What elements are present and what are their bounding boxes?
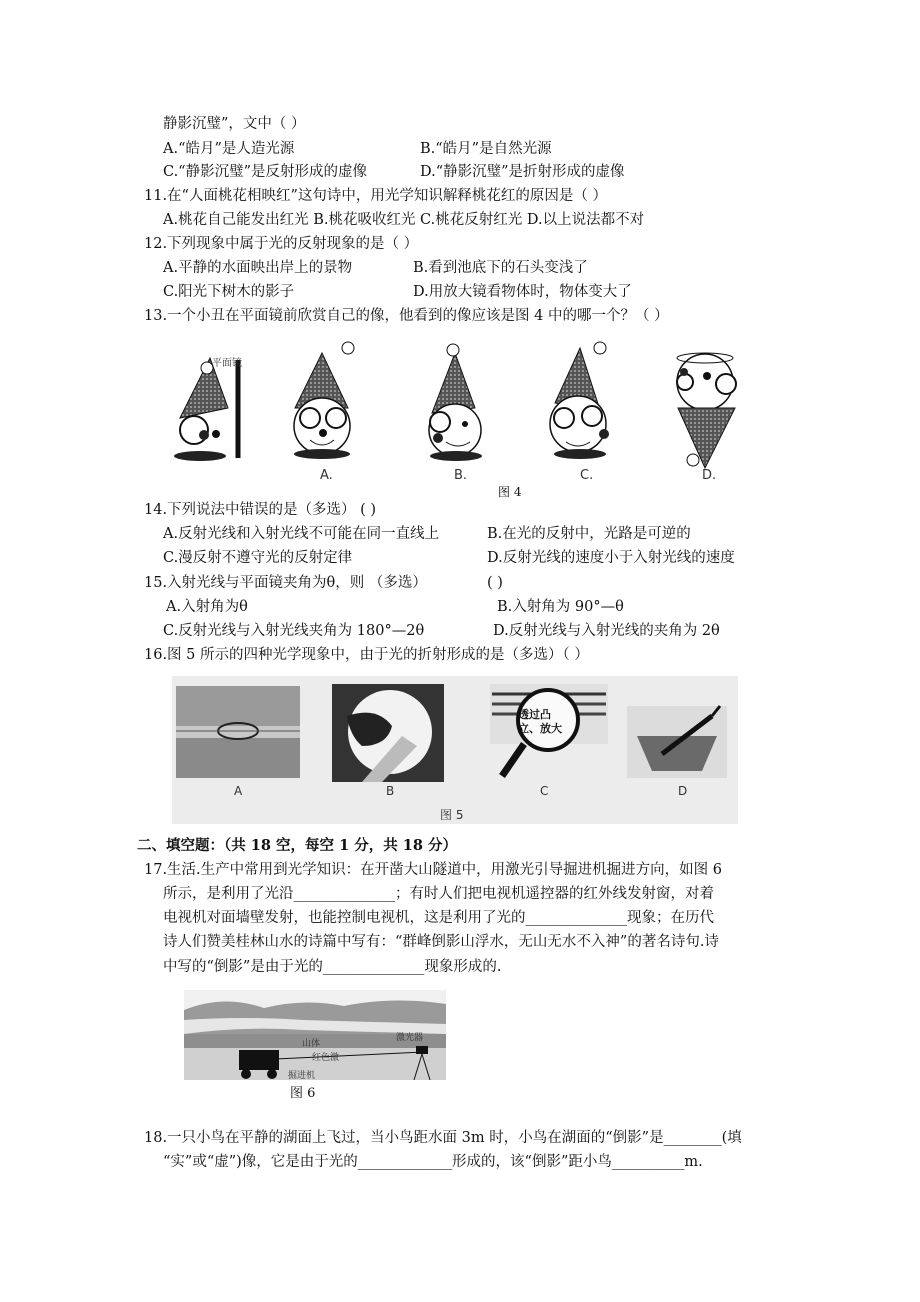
figure-5-photos bbox=[172, 676, 738, 824]
q14-option-d: D.反射光线的速度小于入射光线的速度 bbox=[487, 550, 735, 566]
figure-5 bbox=[172, 676, 738, 824]
q16-label-c: C bbox=[540, 784, 549, 798]
q16-stem: 16.图 5 所示的四种光学现象中，由于光的折射形成的是（多选）（ ） bbox=[144, 647, 589, 663]
q15-option-d: D.反射光线与入射光线的夹角为 2θ bbox=[493, 623, 720, 639]
q12-option-d: D.用放大镜看物体时，物体变大了 bbox=[413, 284, 632, 300]
q15-stem: 15.入射光线与平面镜夹角为θ，则 （多选） bbox=[144, 575, 427, 591]
magnifier-text-1: 透过凸 bbox=[518, 708, 551, 721]
q14-option-b: B.在光的反射中，光路是可逆的 bbox=[487, 526, 691, 542]
figure-4 bbox=[170, 338, 750, 488]
photo-d-pencil-in-water bbox=[627, 706, 727, 778]
figure-6-caption: 图 6 bbox=[290, 1086, 316, 1101]
clown-figures bbox=[170, 338, 750, 488]
magnifier-text-2: 立、放大 bbox=[518, 722, 562, 735]
q12-stem: 12.下列现象中属于光的反射现象的是（ ） bbox=[144, 236, 419, 252]
clown-option-d bbox=[677, 353, 736, 468]
q13-label-c: C. bbox=[580, 468, 594, 483]
q13-label-b: B. bbox=[454, 468, 468, 483]
q12-option-b: B.看到池底下的石头变浅了 bbox=[413, 260, 588, 276]
figure-6 bbox=[184, 990, 446, 1080]
q18-line-2: “实”或“虚”)像，它是由于光的_____________形成的，该“倒影”距小鸟__________m. bbox=[163, 1154, 703, 1170]
fig6-label-mountain: 山体 bbox=[302, 1039, 321, 1049]
clown-option-b bbox=[429, 344, 482, 461]
q15-paren: ( ) bbox=[487, 575, 503, 591]
q17-line-4: 诗人们赞美桂林山水的诗篇中写有：“群峰倒影山浮水，无山无水不入神”的著名诗句.诗 bbox=[163, 934, 719, 950]
q10-option-a: A.“皓月”是人造光源 bbox=[163, 141, 295, 157]
q18-line-1: 18.一只小鸟在平静的湖面上飞过，当小鸟距水面 3m 时，小鸟在湖面的“倒影”是________(填 bbox=[144, 1130, 742, 1146]
q11-options: A.桃花自己能发出红光 B.桃花吸收红光 C.桃花反射红光 D.以上说法都不对 bbox=[163, 212, 645, 228]
q16-label-a: A bbox=[234, 784, 243, 798]
fig6-label-red-laser: 红色激 bbox=[312, 1053, 340, 1063]
photo-a-reflection bbox=[176, 686, 300, 778]
clown-option-a bbox=[294, 342, 354, 459]
q10-stem-tail: 静影沉璧”，文中（ ） bbox=[163, 116, 306, 132]
q12-option-a: A.平静的水面映出岸上的景物 bbox=[163, 260, 353, 276]
original-clown bbox=[174, 358, 238, 461]
q13-label-a: A. bbox=[320, 468, 333, 483]
q12-option-c: C.阳光下树木的影子 bbox=[163, 284, 295, 300]
clown-option-c bbox=[550, 342, 609, 459]
mirror-label: 平面镜 bbox=[212, 358, 242, 369]
figure-5-caption: 图 5 bbox=[440, 808, 464, 822]
section-2-heading: 二、填空题：（共 18 空，每空 1 分，共 18 分） bbox=[137, 837, 457, 854]
fig6-label-tunneler: 掘进机 bbox=[288, 1071, 316, 1080]
q10-option-c: C.“静影沉璧”是反射形成的虚像 bbox=[163, 164, 368, 180]
q17-line-3: 电视机对面墙壁发射，也能控制电视机，这是利用了光的______________现象；在历代 bbox=[163, 910, 714, 926]
photo-b-hand-shadow bbox=[332, 684, 444, 782]
q15-option-a: A.入射角为θ bbox=[166, 599, 248, 615]
q10-option-b: B.“皓月”是自然光源 bbox=[420, 141, 552, 157]
q17-line-1: 17.生活.生产中常用到光学知识：在开凿大山隧道中，用激光引导掘进机掘进方向，如图 6 bbox=[144, 862, 722, 878]
q17-line-5: 中写的“倒影”是由于光的______________现象形成的. bbox=[163, 959, 502, 975]
q13-stem: 13.一个小丑在平面镜前欣赏自己的像，他看到的像应该是图 4 中的哪一个？（ ） bbox=[144, 308, 669, 324]
figure-4-caption: 图 4 bbox=[498, 485, 522, 499]
q11-stem: 11.在“人面桃花相映红”这句诗中，用光学知识解释桃花红的原因是（ ） bbox=[144, 188, 607, 204]
q15-option-c: C.反射光线与入射光线夹角为 180°—2θ bbox=[163, 623, 425, 639]
fig6-label-laser: 激光器 bbox=[396, 1033, 424, 1043]
q15-option-b: B.入射角为 90°—θ bbox=[497, 599, 624, 615]
q14-option-c: C.漫反射不遵守光的反射定律 bbox=[163, 550, 353, 566]
q13-label-d: D. bbox=[702, 468, 717, 483]
q14-stem: 14.下列说法中错误的是（多选） ( ) bbox=[144, 502, 377, 518]
q16-label-b: B bbox=[386, 784, 395, 798]
q17-line-2: 所示，是利用了光沿______________；有时人们把电视机遥控器的红外线发射窗，对着 bbox=[163, 886, 714, 902]
q14-option-a: A.反射光线和入射光线不可能在同一直线上 bbox=[163, 526, 440, 542]
q10-option-d: D.“静影沉璧”是折射形成的虚像 bbox=[420, 164, 625, 180]
q16-label-d: D bbox=[678, 784, 688, 798]
